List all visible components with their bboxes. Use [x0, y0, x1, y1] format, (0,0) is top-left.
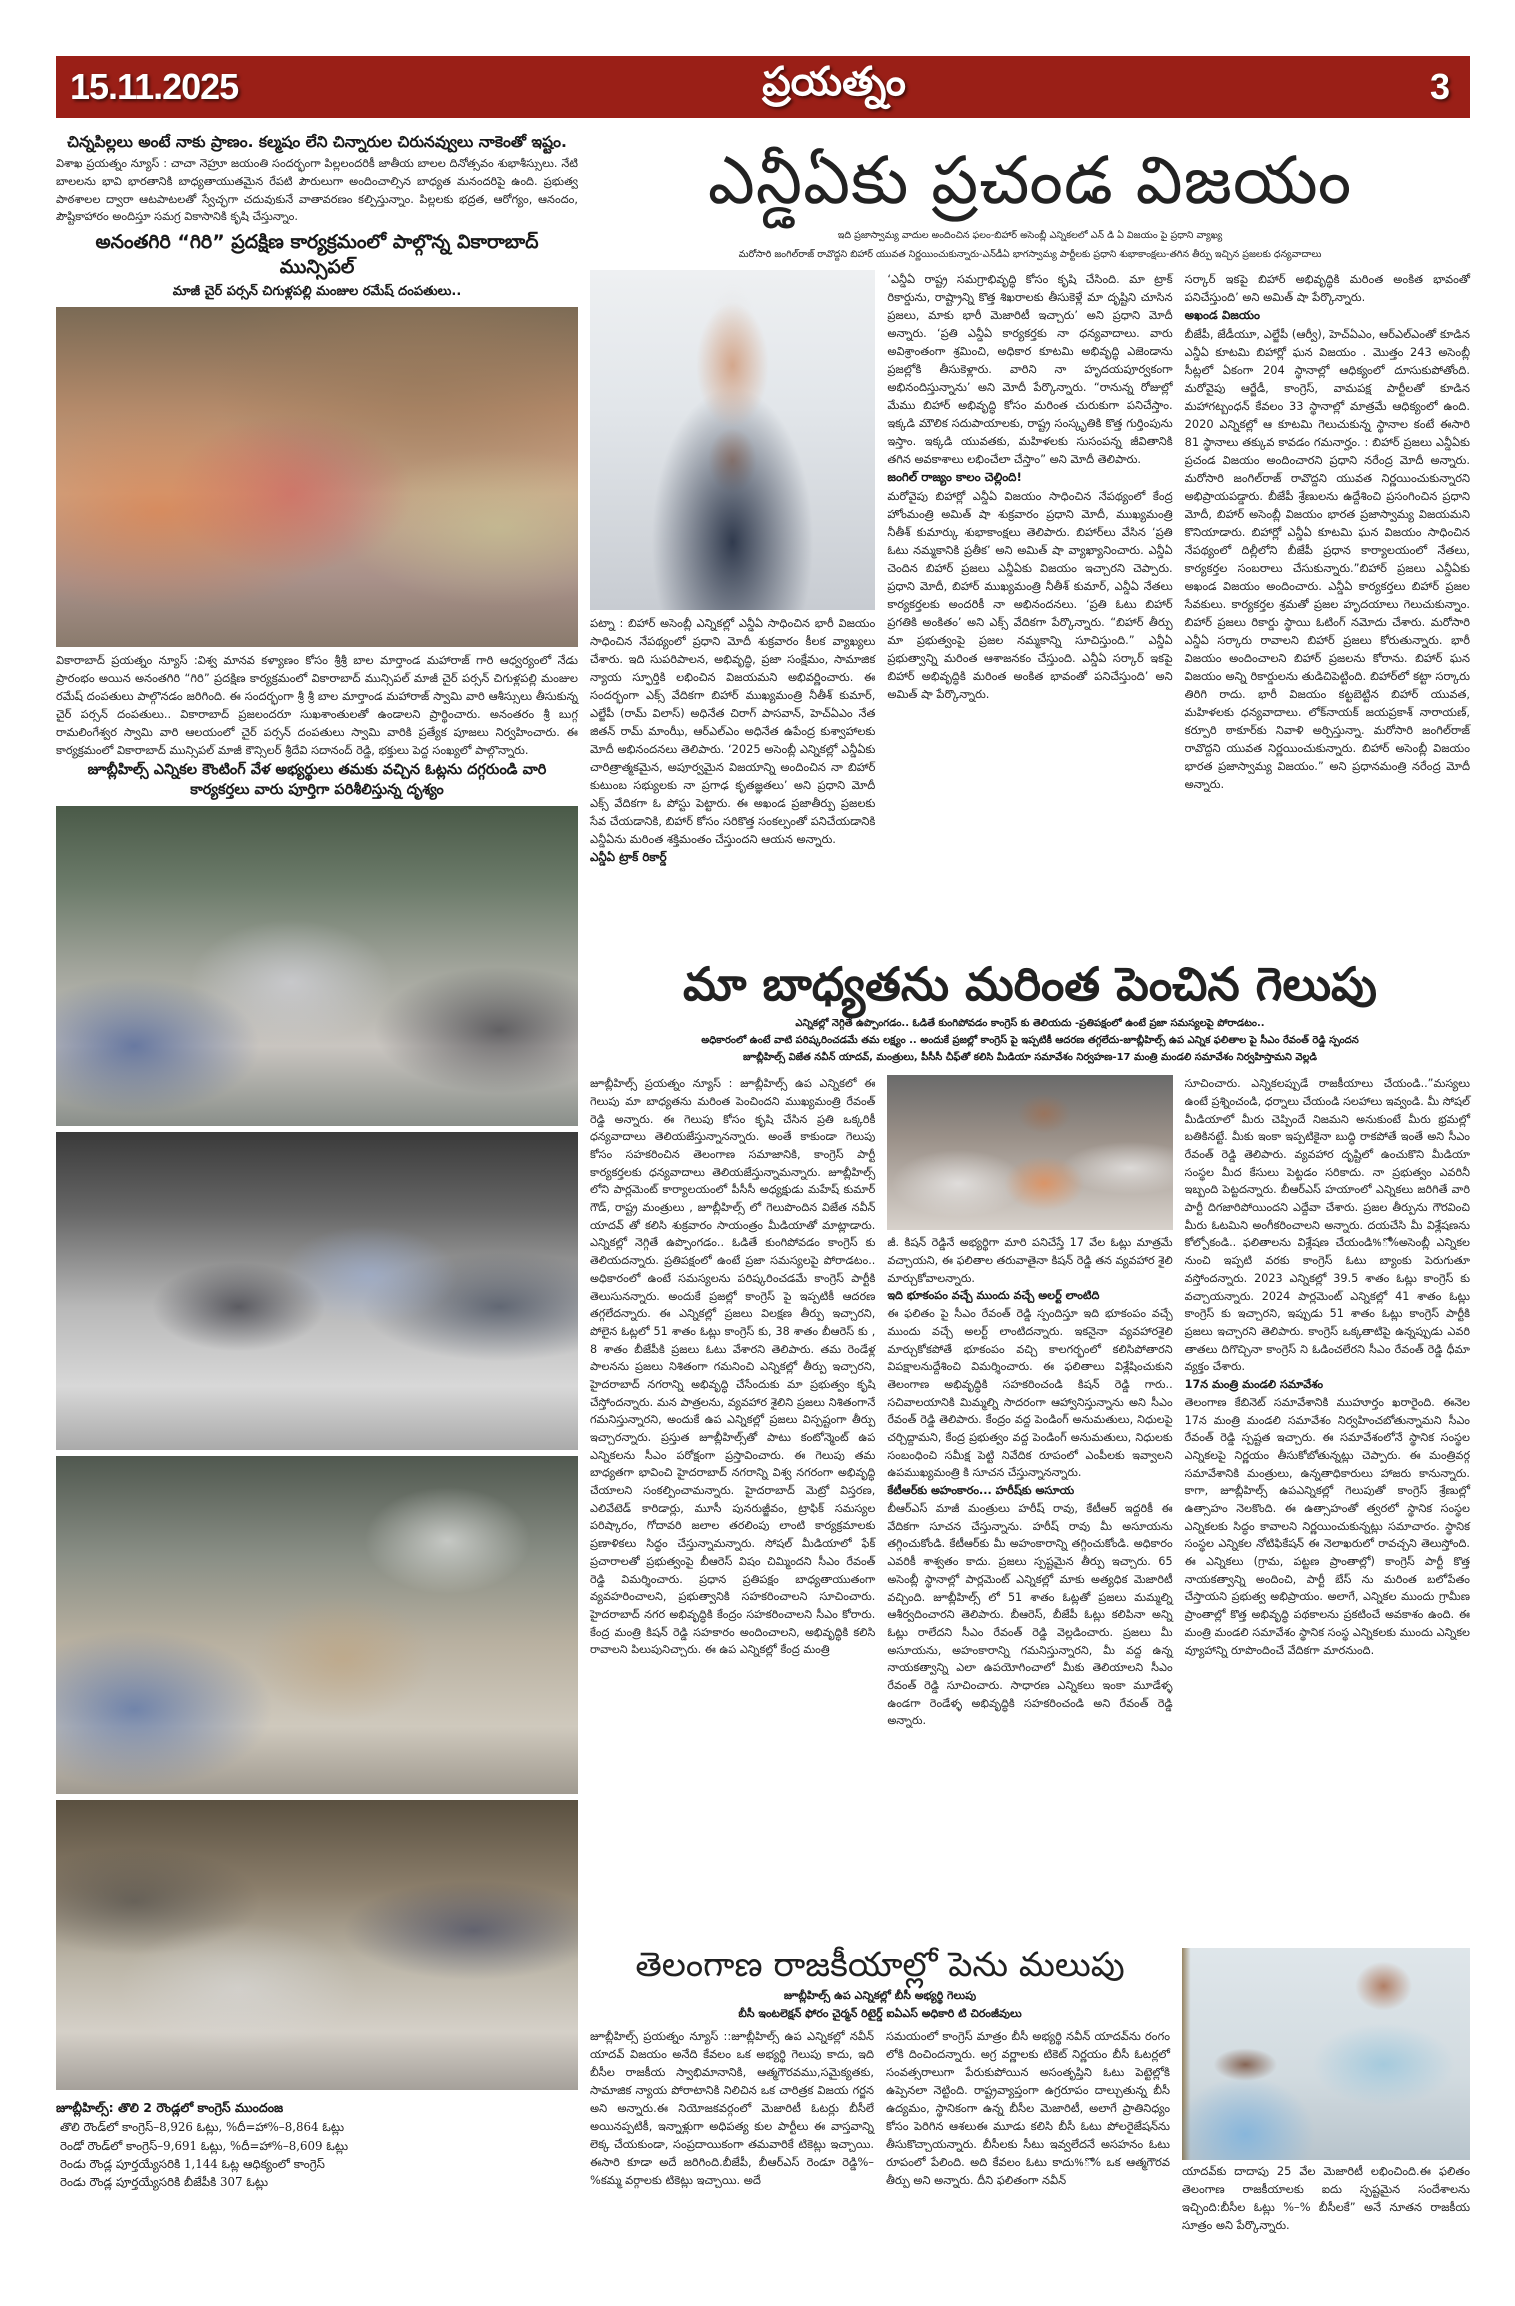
article-body: సమయంలో కాంగ్రెస్ మాత్రం బీసీ అభ్యర్థి నవీన్ యాదవ్‌ను రంగం లోకి దించిందన్నారు. అగ్ర వర్ణాలకు టికెట్ నిర్ణయం బీసీ ఓటర్లలో సంవత్సరాలుగా పేరుకుపోయిన అసంతృప్తిని ఓటు పెట్టెల్లోకి ఉప్పెనలా నెట్టింది. రాష్ట్రవ్యాప్తంగా ఉగ్రరూపం దాల్చుతున్న బీసీ ఉద్యమం, స్థానికంగా ఉన్న బీసీల మెజారిటీ, అలాగే ప్రాతినిధ్యం కోసం పెరిగిన ఆశలుఈ మూడు కలిసి బీసీ ఓటు పోలరైజేషన్‌ను తీసుకొచ్చాయన్నారు. బీసీలకు సీటు ఇవ్వలేదనే అసహనం ఓటు రూపంలో పేలింది. అది కేవలం ఓటు కాదు%ొ% ఒక ఆత్మగౌరవ తీర్పు అని అన్నారు. దీని ఫలితంగా నవీన్ — [886, 2028, 1170, 2187]
modi-photo — [590, 270, 875, 610]
newspaper-title: ప్రయత్నం — [762, 59, 906, 104]
story-headline: చిన్నపిల్లలు అంటే నాకు ప్రాణం. కల్మషం లేని చిన్నారుల చిరునవ్వులు నాకెంతో ఇష్టం. — [67, 133, 567, 151]
article-body: బీఆర్ఎస్ మాజీ మంత్రులు హరీష్ రావు, కేటీఆర్ ఇద్దరికీ ఈ వేదికగా సూచన చేస్తున్నాను. హరీష్ రావు మీ అసూయను తగ్గించుకోండి. కేటీఆర్‌కు మీ అహంకారాన్ని తగ్గించుకోండి. అధికారం ఎవరికీ శాశ్వతం కాదు. ప్రజలు స్పష్టమైన తీర్పు ఇచ్చారు. 65 అసెంబ్లీ స్థానాల్లో పార్లమెంట్ ఎన్నికల్లో మాకు అత్యధిక మెజారిటీ వచ్చింది. జూబ్లీహిల్స్ లో 51 శాతం ఓట్లతో ప్రజలు మమ్మల్ని ఆశీర్వదించారని తెలిపారు. బీఆరెస్, బీజేపీ ఓట్లు కలిపినా అన్ని ఓట్లు రాలేదని సీఎం రేవంత్ రెడ్డి వెల్లడించారు. ప్రజలు మీ అసూయను, అహంకారాన్ని గమనిస్తున్నారని, మీ వద్ద ఉన్న నాయకత్వాన్ని ఎలా ఉపయోగించాలో మీకు తెలియాలని సీఎం రేవంత్ రెడ్డి సూచించారు. సాధారణ ఎన్నికలు ఇంకా మూడేళ్ళ ఉండగా రెండేళ్ళ అభివృద్ధికి సహకరించండి అని రేవంత్ రెడ్డి అన్నారు. — [887, 1502, 1173, 1728]
story-body: వికారాబాద్ ప్రయత్నం న్యూస్ :విశ్వ మానవ కళ్యాణం కోసం శ్రీశ్రీ బాల మార్తాండ మహారాజ్ గారి ఆధ్వర్యంలో నేడు ప్రారంభం అయిన అనంతగిరి “గిరి” ప్రదక్షిణ కార్యక్రమంలో వికారాబాద్ మున్సిపల్ మాజీ చైర్ పర్సన్ చిగుళ్లపల్లి మంజుల రమేష్ దంపతులు పాల్గొనడం జరిగింది. ఈ సందర్భంగా శ్రీ శ్రీ బాల మార్తాండ మహారాజ్ స్వామి వారి ఆశీస్సులు తీసుకున్న చైర్ పర్సన్ దంపతులు.. వికారాబాద్ ప్రజలందరూ సుఖశాంతులతో ఉండాలని ప్రార్థించారు. అనంతరం శ్రీ బుగ్గ రామలింగేశ్వర స్వామి వారి ఆలయంలో చైర్ పర్సన్ దంపతులు స్వామి వారికి ప్రత్యేక పూజలు నిర్వహించారు. ఈ కార్యక్రమంలో వికారాబాద్ మున్సిపల్ మాజీ కౌన్సిలర్ శ్రీదేవి సదానంద్ రెడ్డి, భక్తులు పెద్ద సంఖ్యలో పాల్గొన్నారు. — [56, 653, 578, 758]
article-deck: ఎన్నికల్లో నెగ్గితే ఉప్పొంగడం.. ఓడితే కుంగిపోవడం కాంగ్రెస్ కు తెలియదు -ప్రతిపక్షంలో ఉంటే ప్రజా సమస్యలపై పోరాడటం.. — [795, 1018, 1265, 1030]
article-headline: తెలంగాణ రాజకీయాల్లో పెను మలుపు — [635, 1945, 1125, 1985]
result-line: రెండో రౌండ్‌లో కాంగ్రెస్–9,691 ఓట్లు, %దీ=హా%–8,609 ఓట్లు — [60, 2138, 349, 2153]
article-subhead: 17న మంత్రి మండలి సమావేశం — [1184, 1377, 1324, 1391]
article-col-1 — [590, 1075, 875, 1730]
article-body: జూబ్లీహిల్స్ ప్రయత్నం న్యూస్ ::జూబ్లీహిల్స్ ఉప ఎన్నికల్లో నవీన్ యాదవ్ విజయం అనేది కేవలం ఒక అభ్యర్థి గెలుపు కాదు, ఇది బీసీల రాజకీయ స్వాభిమానానికి, ఆత్మగౌరవము,సమైక్యతకు, సామాజిక న్యాయ పోరాటానికి నిలిచిన ఒక చారిత్రక విజయ గర్జన అని అన్నారు.ఈ నియోజకవర్గంలో మెజారిటీ ఓటర్లు బీసీలే అయినప్పటికీ, ఇన్నాళ్లుగా అధిపత్య కుల పార్టీలు ఈ వాస్తవాన్ని లెక్క చేయకుండా, సంప్రదాయికంగా తమవారికే టికెట్లు ఇచ్చాయి. ఈసారి కూడా అదే జరిగింది.బీజేపీ, బీఆర్ఎస్ రెండూ రెడ్డి%–%కమ్మ వర్గాలకు టికెట్లు ఇచ్చాయి. అదే — [590, 2028, 874, 2187]
left-column — [56, 130, 578, 2192]
article-deck: బీసీ ఇంటలెక్షన్ ఫోరం చైర్మన్ రిటైర్డ్ ఐఏఎస్ అధికారి టి చిరంజీవులు — [738, 2007, 1022, 2021]
right-column — [590, 130, 1470, 2233]
article-body: జీ. కిషన్ రెడ్డినే అభ్యర్థిగా మారి పనిచేస్తే 17 వేల ఓట్లు మాత్రమే వచ్చాయని, ఈ ఫలితాల తరువాతైనా కిషన్ రెడ్డి తన వ్యవహార శైలి మార్చుకోవాలన్నారు. — [887, 1236, 1173, 1285]
article-subhead: ఎన్డీఏ ట్రాక్ రికార్డ్ — [590, 850, 667, 864]
counting-photo-2 — [56, 1132, 578, 1450]
anantagiri-story — [56, 230, 578, 759]
article-body: జూబ్లీహిల్స్ ప్రయత్నం న్యూస్ : జూబ్లీహిల్స్ ఉప ఎన్నికలో ఈ గెలుపు మా బాధ్యతను మరింత పెంచిందని ముఖ్యమంత్రి రేవంత్ రెడ్డి అన్నారు. ఈ గెలుపు కోసం కృషి చేసిన ప్రతి ఒక్కరికీ ధన్యవాదాలు తెలియజేస్తున్నానన్నారు. అంతే కాకుండా గెలుపు కోసం సహకరించిన తెలంగాణ సమాజానికి, కాంగ్రెస్ పార్టీ కార్యకర్తలకు ధన్యవాదాలు తెలియజేస్తున్నామన్నారు. జూబ్లీహిల్స్ లోని పార్లమెంట్ కార్యాలయంలో పీసీసీ అధ్యక్షుడు మహేష్ కుమార్ గౌడ్, రాష్ట్ర మంత్రులు , జూబ్లీహిల్స్ లో గెలుపొందిన విజేత నవీన్ యాదవ్ తో కలిసి శుక్రవారం సాయంత్రం మీడియాతో మాట్లాడారు. ఎన్నికల్లో నెగ్గితే ఉప్పొంగడం.. ఓడితే కుంగిపోవడం కాంగ్రెస్ కు తెలియదన్నారు. ప్రతిపక్షంలో ఉంటే ప్రజా సమస్యలపై పోరాడటం.. అధికారంలో ఉంటే సమస్యలను పరిష్కరించడమే కాంగ్రెస్ పార్టీకి తెలుసునన్నారు. అందుకే ప్రజల్లో కాంగ్రెస్ పై ఇప్పటికీ ఆదరణ తగ్గలేదన్నారు. ఈ ఎన్నికల్లో ప్రజలు విలక్షణ తీర్పు ఇచ్చారని, పోలైన ఓట్లలో 51 శాతం ఓట్లు కాంగ్రెస్ కు, 38 శాతం బీఆరెస్ కు , 8 శాతం బీజేపీకి ప్రజలు ఓటు వేశారని తెలిపారు. తమ రెండేళ్ల పాలనను ప్రజలు నిశితంగా గమనించి ఎన్నికల్లో తీర్పు ఇచ్చారని, హైదరాబాద్ నగరాన్ని అభివృద్ధి చేసేందుకు మా ప్రభుత్వం కృషి చేస్తోందన్నారు. మన పాత్రలను, వ్యవహార శైలిని ప్రజలు నిశితంగానే గమనిస్తున్నారని, అందుకే ఉప ఎన్నికల్లో ప్రజలు విస్పష్టంగా తీర్పు ఇచ్చారన్నారు. ప్రస్తుత జూబ్లీహిల్స్‌తో పాటు కంటోన్మెంట్ ఉప ఎన్నికలను సీఎం పరోక్షంగా ప్రస్తావించారు. ఈ గెలుపు తమ బాధ్యతగా భావించి హైదరాబాద్ నగరాన్ని విశ్వ నగరంగా అభివృద్ధి చేయాలని సంకల్పించామన్నారు. హైదరాబాద్ మెట్రో విస్తరణ, ఎలివేటెడ్ కారిడార్లు, మూసీ పునరుజ్జీవం, ట్రాఫిక్ సమస్యల పరిష్కారం, గోదావరి జలాల తరలింపు లాంటి కార్యక్రమాలకు ప్రణాళికలు సిద్ధం చేస్తున్నామన్నారు. సోషల్ మీడియాలో ఫేక్ ప్రచారాలతో ప్రభుత్వంపై బీఆరెస్ విషం చిమ్మిందని సీఎం రేవంత్ రెడ్డి విమర్శించారు. ప్రధాన ప్రతిపక్షం బాధ్యతాయుతంగా వ్యవహరించాలని, ప్రభుత్వానికి సహకరించాలని సూచించారు. హైదరాబాద్ నగర అభివృద్ధికి కేంద్రం సహకరించాలని సీఎం కోరారు. కేంద్ర మంత్రి కిషన్ రెడ్డి సహకారం అందించాలని, అభివృద్ధికి కలిసి రావాలని పిలుపునిచ్చారు. ఈ ఉప ఎన్నికల్లో కేంద్ర మంత్రి — [590, 1077, 876, 1657]
article-body: మరోవైపు బిహార్లో ఎన్డీఏ విజయం సాధించిన నేపథ్యంలో కేంద్ర హోంమంత్రి అమిత్ షా శుక్రవారం ప్రధాని మోదీ, ముఖ్యమంత్రి నీతీశ్ కుమార్కు శుభాకాంక్షలు తెలిపారు. బిహార్‌లు వేసిన ‘ప్రతి ఓటు నమ్మకానికి ప్రతీక’ అని అమిత్ షా వ్యాఖ్యానించారు. ఎన్డీఏ చెందిన బిహార్ ప్రజలు ఎన్డీఏకు విజయం ఇచ్చారని చెప్పారు. ప్రధాని మోదీ, బిహార్ ముఖ్యమంత్రి నీతీశ్ కుమార్, ఎన్డీఏ నేతలు కార్యకర్తలకు అందరికీ నా అభినందనలు. ‘ప్రతి ఓటు బిహార్ ప్రగతికి అంకితం’ అని ఎక్స్ వేదికగా పేర్కొన్నారు. “బిహార్ తీర్పు మా ప్రభుత్వంపై ప్రజల నమ్మకాన్ని సూచిస్తుంది.” ఎన్డీఏ ప్రభుత్వాన్ని మరింత ఆశాజనకం చేస్తుంది. ఎన్డీఏ సర్కార్ ఇకపై బిహార్ అభివృద్ధికి మరింత అంకిత భావంతో పనిచేస్తుంది’ అని అమిత్ షా పేర్కొన్నారు. — [887, 488, 1173, 702]
masthead-banner — [56, 56, 1470, 118]
story-headline: అనంతగిరి “గిరి” ప్రదక్షిణ కార్యక్రమంలో పాల్గొన్న వికారాబాద్ మున్సిపల్ — [95, 231, 539, 278]
article-subhead: అఖండ విజయం — [1184, 307, 1260, 322]
page-number: 3 — [1429, 66, 1450, 107]
article-body: పట్నా : బిహార్ అసెంబ్లీ ఎన్నికల్లో ఎన్డీఏ సాధించిన భారీ విజయం సాధించిన నేపథ్యంలో ప్రధాని మోదీ శుక్రవారం కీలక వ్యాఖ్యలు చేశారు. ఇది సుపరిపాలన, అభివృద్ధి, ప్రజా సంక్షేమం, సామాజిక న్యాయ స్ఫూర్తికి లభించిన విజయమని అభివర్ణించారు. ఈ సందర్భంగా ఎక్స్ వేదికగా బిహార్ ముఖ్యమంత్రి నీతీశ్ కుమార్, ఎల్జేపీ (రామ్ విలాస్) అధినేత చిరాగ్ పాసవాన్, హెచ్‌ఏఎం నేత జితన్ రామ్ మాంఝీ, ఆర్‌ఎల్‌ఎం అధినేత ఉపేంద్ర కుశ్వాహాలకు మోదీ అభినందనలు తెలిపారు. ‘2025 అసెంబ్లీ ఎన్నికల్లో ఎన్డీఏకు చారిత్రాత్మకమైన, అపూర్వమైన విజయాన్ని అందించిన నా బిహార్ కుటుంబ సభ్యులకు నా ప్రగాఢ కృతజ్ఞతలు’ అని ప్రధాని మోదీ ఎక్స్ వేదికగా ఓ పోస్టు పెట్టారు. ఈ అఖండ ప్రజాతీర్పు ప్రజలకు సేవ చేయడానికి, బిహార్ కోసం సరికొత్త సంకల్పంతో పనిచేయడానికి ఎన్డీఏను మరింత శక్తిమంతం చేస్తుందని ఆయన అన్నారు. — [590, 615, 876, 846]
telangana-article — [590, 1945, 1470, 2234]
article-deck: ఇది ప్రజాస్వామ్య వాదుల అందించిన ఫలం-బిహార్ అసెంబ్లీ ఎన్నికలలో ఎన్ డి ఏ విజయం పై ప్రధాని వ్యాఖ్య — [837, 230, 1223, 242]
issue-date: 15.11.2025 — [70, 66, 239, 107]
article-deck: జూబ్లీహిల్స్ విజేత నవీన్ యాదవ్, మంత్రులు, పీసీసీ చీఫ్‌తో కలిసి మీడియా సమావేశం నిర్వహణ-17 మంత్రి మండలి సమావేశం నిర్వహిస్తామని వెల్లడి — [742, 1052, 1318, 1064]
congress-article — [590, 957, 1470, 1730]
article-deck: మరోసారి జంగిల్‌రాజ్ రావొద్దని బిహార్ యువత నిర్ణయించుకున్నారు-ఎన్‌డీఏ భాగస్వామ్య పార్టీలకు ప్రధాని శుభాకాంక్షలు-తగిన తీర్పు ఇచ్చిన ప్రజలకు ధన్యవాదాలు — [738, 248, 1322, 260]
article-body: బీజేపీ, జేడీయూ, ఎల్జేపీ (ఆర్వీ), హెచ్‌ఏఎం, ఆర్‌ఎల్‌ఎంతో కూడిన ఎన్డీఏ కూటమి బిహార్లో ఘన విజయం . మొత్తం 243 అసెంబ్లీ సీట్లలో ఏకంగా 204 స్థానాల్లో ఆధిక్యంలో దూసుకుపోతోంది. మరోవైపు ఆర్జేడీ, కాంగ్రెస్, వామపక్ష పార్టీలతో కూడిన మహాగట్బంధన్ కేవలం 33 స్థానాల్లో మాత్రమే ఆధిక్యంలో ఉంది. 2020 ఎన్నికల్లో ఆ కూటమి గెలుచుకున్న స్థానాల కంటే ఈసారి 81 స్థానాలు తక్కువ కావడం గమనార్హం. : బిహార్ ప్రజలు ఎన్డీఏకు ప్రచండ విజయం అందించారని ప్రధాని నరేంద్ర మోదీ అన్నారు. మరోసారి జంగిల్‌రాజ్ రావొద్దని యువత నిర్ణయించుకున్నారని అభిప్రాయపడ్డారు. బీజేపీ శ్రేణులను ఉద్దేశించి ప్రసంగించిన ప్రధాని మోదీ, బిహార్ అసెంబ్లీ విజయం భారత ప్రజాస్వామ్య విజయమని కొనియాడారు. బిహార్లో ఎన్డీఏ కూటమి ఘన విజయం సాధించిన నేపథ్యంలో దిల్లీలోని బీజేపీ ప్రధాన కార్యాలయంలో నేతలు, కార్యకర్తల సంబరాలు చేసుకున్నారు.”బిహార్ ప్రజలు ఎన్డీఏకు అఖండ విజయం అందించారు. ఎన్డీఏ కార్యకర్తలు బిహార్ ప్రజల సేవకులు. కార్యకర్తల శ్రమతో ప్రజల హృదయాలు గెలుచుకున్నాం. బిహార్ ప్రజలు రికార్డు స్థాయి ఓటింగ్ నమోదు చేశారు. మరోసారి ఎన్డీఏ సర్కారు రావాలని బిహార్ ప్రజలు కోరుతున్నారు. భారీ విజయం అందించాలని బిహార్ ప్రజలను కోరాను. బిహార్ ఘన విజయం అన్ని రికార్డులను తుడిచిపెట్టింది. బిహార్‌లో కట్టా సర్కారు తిరిగి రాదు. భారీ విజయం కట్టబెట్టిన బిహార్ యువత, మహిళలకు ధన్యవాదాలు. లోక్‌నాయక్ జయప్రకాశ్ నారాయణ్, కర్పూరి ఠాకూర్‌కు నివాళి అర్పిస్తున్నా. మరోసారి జంగిల్‌రాజ్ రావొద్దని యువత నిర్ణయించుకున్నారు. బిహార్ అసెంబ్లీ విజయం భారత ప్రజాస్వామ్య విజయం.” అని ప్రధానమంత్రి నరేంద్ర మోదీ అన్నారు. — [1184, 326, 1470, 792]
telangana-side — [1182, 1948, 1470, 2234]
result-line: రెండు రౌండ్ల పూర్తయ్యేసరికి 1,144 ఓట్ల ఆధిక్యంలో కాంగ్రెస్ — [60, 2156, 325, 2171]
article-col-3 — [1185, 1075, 1470, 1730]
article-col-3 — [1185, 270, 1470, 867]
article-body: సూచించారు. ఎన్నికలప్పుడే రాజకీయాలు చేయండి..”మస్యలు ఉంటే ప్రశ్నించండి, ధర్నాలు చేయండి సలహాలు ఇవ్వండి. మీ సోషల్ మీడియాలో మీరు చెప్పిందే నిజమని అనుకుంటే మీరు భ్రమల్లో బతికినట్టే. మీకు ఇంకా ఇప్పటికైనా బుద్ధి రాకపోతే ఇంతే అని సీఎం రేవంత్ రెడ్డి తెలిపారు. వ్యవహార దృష్టిలో ఉంచుకొని మీడియా సంస్థల మీద కేసులు పెట్టడం సరికాదు. నా ప్రభుత్వం ఎవరినీ ఇబ్బంది పెట్టదన్నారు. బీఆర్ఎస్ హయాంలో ఎన్నికలు జరిగితే వారి పార్టీ దిగజారిపోయిందని ఎద్దేవా చేశారు. ప్రజల తీర్పును గౌరవించి మీరు ఓటమిని అంగీకరించాలని అన్నారు. దయచేసి మీ విశ్లేషణను కోల్పోకండి.. ఫలితాలను విశ్లేషణ చేయండి%ో%అసెంబ్లీ ఎన్నికల నుంచి ఇప్పటి వరకు కాంగ్రెస్ ఓటు బ్యాంకు పెరుగుతూ వస్తోందన్నారు. 2023 ఎన్నికల్లో 39.5 శాతం ఓట్లు కాంగ్రెస్ కు వచ్చాయన్నారు. 2024 పార్లమెంట్ ఎన్నికల్లో 41 శాతం ఓట్లు కాంగ్రెస్ కు ఇచ్చారని, ఇప్పుడు 51 శాతం ఓట్లు కాంగ్రెస్ పార్టీకి ప్రజలు ఇచ్చారని తెలిపారు. కాంగ్రెస్ ఒక్కతాటిపై ఉన్నప్పుడు ఎవరి తాతలు దిగొచ్చినా కాంగ్రెస్ ని ఓడించలేరని సీఎం రేవంత్ రెడ్డి ధీమా వ్యక్తం చేశారు. — [1184, 1077, 1470, 1374]
article-body: ఈ ఫలితం పై సీఎం రేవంత్ రెడ్డి స్పందిస్తూ ఇది భూకంపం వచ్చే ముందు వచ్చే అలర్ట్ లాంటిదన్నారు. ఇకనైనా వ్యవహారశైలి మార్చుకోకపోతే భూకంపం వచ్చి కాలగర్భంలో కలిసిపోతారని విపక్షాలనుద్దేశించి విమర్శించారు. ఈ ఫలితాలు విశ్లేషించుకుని తెలంగాణ అభివృద్ధికి సహకరించండి కిషన్ రెడ్డి గారు.. సచివాలయానికి మిమ్మల్ని సాదరంగా ఆహ్వానిస్తున్నాను అని సీఎం రేవంత్ రెడ్డి తెలిపారు. కేంద్రం వద్ద పెండింగ్ అనుమతులు, నిధులపై చర్చిద్దామని, కేంద్ర ప్రభుత్వం వద్ద పెండింగ్ అనుమతులు, నిధులకు సంబంధించి సమీక్ష పెట్టి నివేదిక రూపంలో ఎంపీలకు ఇవ్వాలని ఉపముఖ్యమంత్రి కి సూచన చేస్తున్నానన్నారు. — [887, 1307, 1173, 1480]
telangana-main — [590, 1945, 1170, 2234]
result-line: రెండు రౌండ్ల పూర్తయ్యేసరికి బీజేపీకి 307 ఓట్లు — [60, 2175, 269, 2190]
results-lines — [56, 2118, 578, 2191]
article-deck: అధికారంలో ఉంటే వాటి పరిష్కరించడమే తమ లక్ష్యం .. అందుకే ప్రజల్లో కాంగ్రెస్ పై ఇప్పటికీ ఆదరణ తగ్గలేదు-జూబ్లీహిల్స్ ఉప ఎన్నిక ఫలితాల పై సీఎం రేవంత్ రెడ్డి స్పందన — [701, 1035, 1359, 1047]
article-headline: ఎన్డీఏకు ప్రచండ విజయం — [707, 142, 1353, 219]
article-subhead: కేటీఆర్‌కు అహంకారం... హరీష్‌కు అసూయ — [887, 1484, 1075, 1498]
counting-story — [56, 761, 578, 2090]
article-body: యాదవ్‌కు దాదాపు 25 వేల మెజారిటీ లభించింది.ఈ ఫలితం తెలంగాణ రాజకీయాలకు ఐదు స్పష్టమైన సందేశాలను ఇచ్చింది:బీసీల ఓట్లు %–% బీసీలకే” అనే నూతన రాజకీయ సూత్రం అని పేర్కొన్నారు. — [1182, 2164, 1470, 2233]
revanth-press-meet-photo — [887, 1075, 1172, 1230]
article-body: సర్కార్ ఇకపై బిహార్ అభివృద్ధికి మరింత అంకిత భావంతో పనిచేస్తుంది’ అని అమిత్ షా పేర్కొన్నారు. — [1184, 271, 1470, 304]
article-deck: జూబ్లీహిల్స్ ఉప ఎన్నికల్లో బీసీ అభ్యర్థి గెలుపు — [783, 1988, 977, 2002]
article-col-2 — [887, 270, 1172, 867]
counting-photo-3 — [56, 1456, 578, 1794]
story-subheadline: మాజీ చైర్ పర్సన్ చిగుళ్లపల్లి మంజుల రమేష్ దంపతులు.. — [172, 283, 462, 299]
article-subhead: ఇది భూకంపం వచ్చే ముందు వచ్చే అలర్ట్ లాంటిది — [887, 1289, 1100, 1303]
results-box — [56, 2098, 578, 2191]
results-heading: జూబ్లీహిల్స్: తొలి 2 రౌండ్లలో కాంగ్రెస్ ముందంజ — [56, 2100, 284, 2116]
article-col-2 — [887, 1075, 1172, 1730]
article-body: తెలంగాణ కేబినెట్ సమావేశానికి ముహూర్తం ఖరారైంది. ఈనెల 17న మంత్రి మండలి సమావేశం నిర్వహించబోతున్నామని సీఎం రేవంత్ రెడ్డి స్పష్టత ఇచ్చారు. ఈ సమావేశంలోనే స్థానిక సంస్థల ఎన్నికలపై నిర్ణయం తీసుకోబోతున్నట్లు చెప్పారు. ఈ మంత్రివర్గ సమావేశానికి మంత్రులు, ఉన్నతాధికారులు హాజరు కానున్నారు. కాగా, జూబ్లీహిల్స్ ఉపఎన్నికల్లో గెలుపుతో కాంగ్రెస్ శ్రేణుల్లో ఉత్సాహం నెలకొంది. ఈ ఉత్సాహంతో త్వరలో స్థానిక సంస్థల ఎన్నికలకు సిద్ధం కావాలని నిర్ణయించుకున్నట్లు సమాచారం. స్థానిక సంస్థల ఎన్నికల నోటిఫికేషన్ ఈ నెలాఖరులో రావచ్చని తెలుస్తోంది. ఈ ఎన్నికలు (గ్రామ, పట్టణ ప్రాంతాల్లో) కాంగ్రెస్ పార్టీ కొత్త నాయకత్వాన్ని అందించి, పార్టీ బేస్ ను మరింత బలోపేతం చేస్తాయని ప్రభుత్వ అభిప్రాయం. అలాగే, ఎన్నికల ముందు గ్రామీణ ప్రాంతాల్లో కొత్త అభివృద్ధి పథకాలను ప్రకటించే అవకాశం ఉంది. ఈ మంత్రి మండలి సమావేశం స్థానిక సంస్థ ఎన్నికలకు ముందు ఎన్నికల వ్యూహాన్ని రూపొందించే వేదికగా మారనుంది. — [1184, 1395, 1470, 1657]
temple-puja-photo — [56, 307, 578, 647]
counting-photo-4 — [56, 1800, 578, 2090]
result-line: తొలి రౌండ్‌లో కాంగ్రెస్–8,926 ఓట్లు, %దీ=హా%–8,864 ఓట్లు — [60, 2120, 345, 2135]
counting-photo-1 — [56, 806, 578, 1126]
children-day-story — [56, 132, 578, 226]
article-subhead: జంగిల్ రాజ్యం కాలం చెల్లింది! — [887, 469, 1022, 484]
story-headline: జూబ్లీహిల్స్ ఎన్నికల కౌంటింగ్ వేళ అభ్యర్థులు తమకు వచ్చిన ఓట్లను దగ్గరుండి వారి కార్యకర్తలు వారు పూర్తిగా పరిశీలిస్తున్న దృశ్యం — [87, 762, 547, 798]
article-col-1 — [590, 270, 875, 867]
nda-article — [590, 142, 1470, 867]
story-body: విశాఖ ప్రయత్నం న్యూస్ : చాచా నెహ్రూ జయంతి సందర్భంగా పిల్లలందరికీ జాతీయ బాలల దినోత్సవం శుభాశీస్సులు. నేటి బాలలను భావి భారతానికి బాధ్యతాయుతమైన రేపటి పౌరులుగా అందించాల్సిన బాధ్యత మనందరిపై ఉంది. ప్రభుత్వ పాఠశాలల ద్వారా ఆటపాటలతో స్వేచ్ఛగా చదువుకునే వాతావరణం కల్పిస్తున్నాం. పిల్లలకు భద్రత, ఆరోగ్యం, ఆనందం, పౌష్టికాహారం అందిస్తూ సమగ్ర వికాసానికి కృషి చేస్తున్నాం. — [56, 156, 578, 224]
article-body: ‘ఎన్డీఏ రాష్ట్ర సమగ్రాభివృద్ధి కోసం కృషి చేసింది. మా ట్రాక్ రికార్డును, రాష్ట్రాన్ని కొత్త శిఖరాలకు తీసుకెళ్లే మా దృష్టిని చూసిన ప్రజలు, మాకు భారీ మెజారిటీ ఇచ్చారు’ అని ప్రధాని మోదీ అన్నారు. ‘ప్రతి ఎన్డీఏ కార్యకర్తకు నా ధన్యవాదాలు. వారు అవిశ్రాంతంగా శ్రమించి, అధికార కూటమి అభివృద్ధి ఎజెండాను ప్రజల్లోకి తీసుకెళ్లారు. వారిని నా హృదయపూర్వకంగా అభినందిస్తున్నాను’ అని మోదీ పేర్కొన్నారు. “రానున్న రోజుల్లో మేము బిహార్ అభివృద్ధి కోసం మరింత చురుకుగా పనిచేస్తాం. ఇక్కడి మౌలిక సదుపాయాలకు, రాష్ట్ర సంస్కృతికి కొత్త గుర్తింపును ఇస్తాం. ఇక్కడి యువతకు, మహిళలకు సుసంపన్న జీవితానికి తగిన అవకాశాలు లభించేలా చేస్తాం” అని మోదీ తెలిపారు. — [887, 271, 1173, 466]
chiranjeevulu-photo — [1182, 1948, 1470, 2160]
article-headline: మా బాధ్యతను మరింత పెంచిన గెలుపు — [683, 957, 1377, 1011]
